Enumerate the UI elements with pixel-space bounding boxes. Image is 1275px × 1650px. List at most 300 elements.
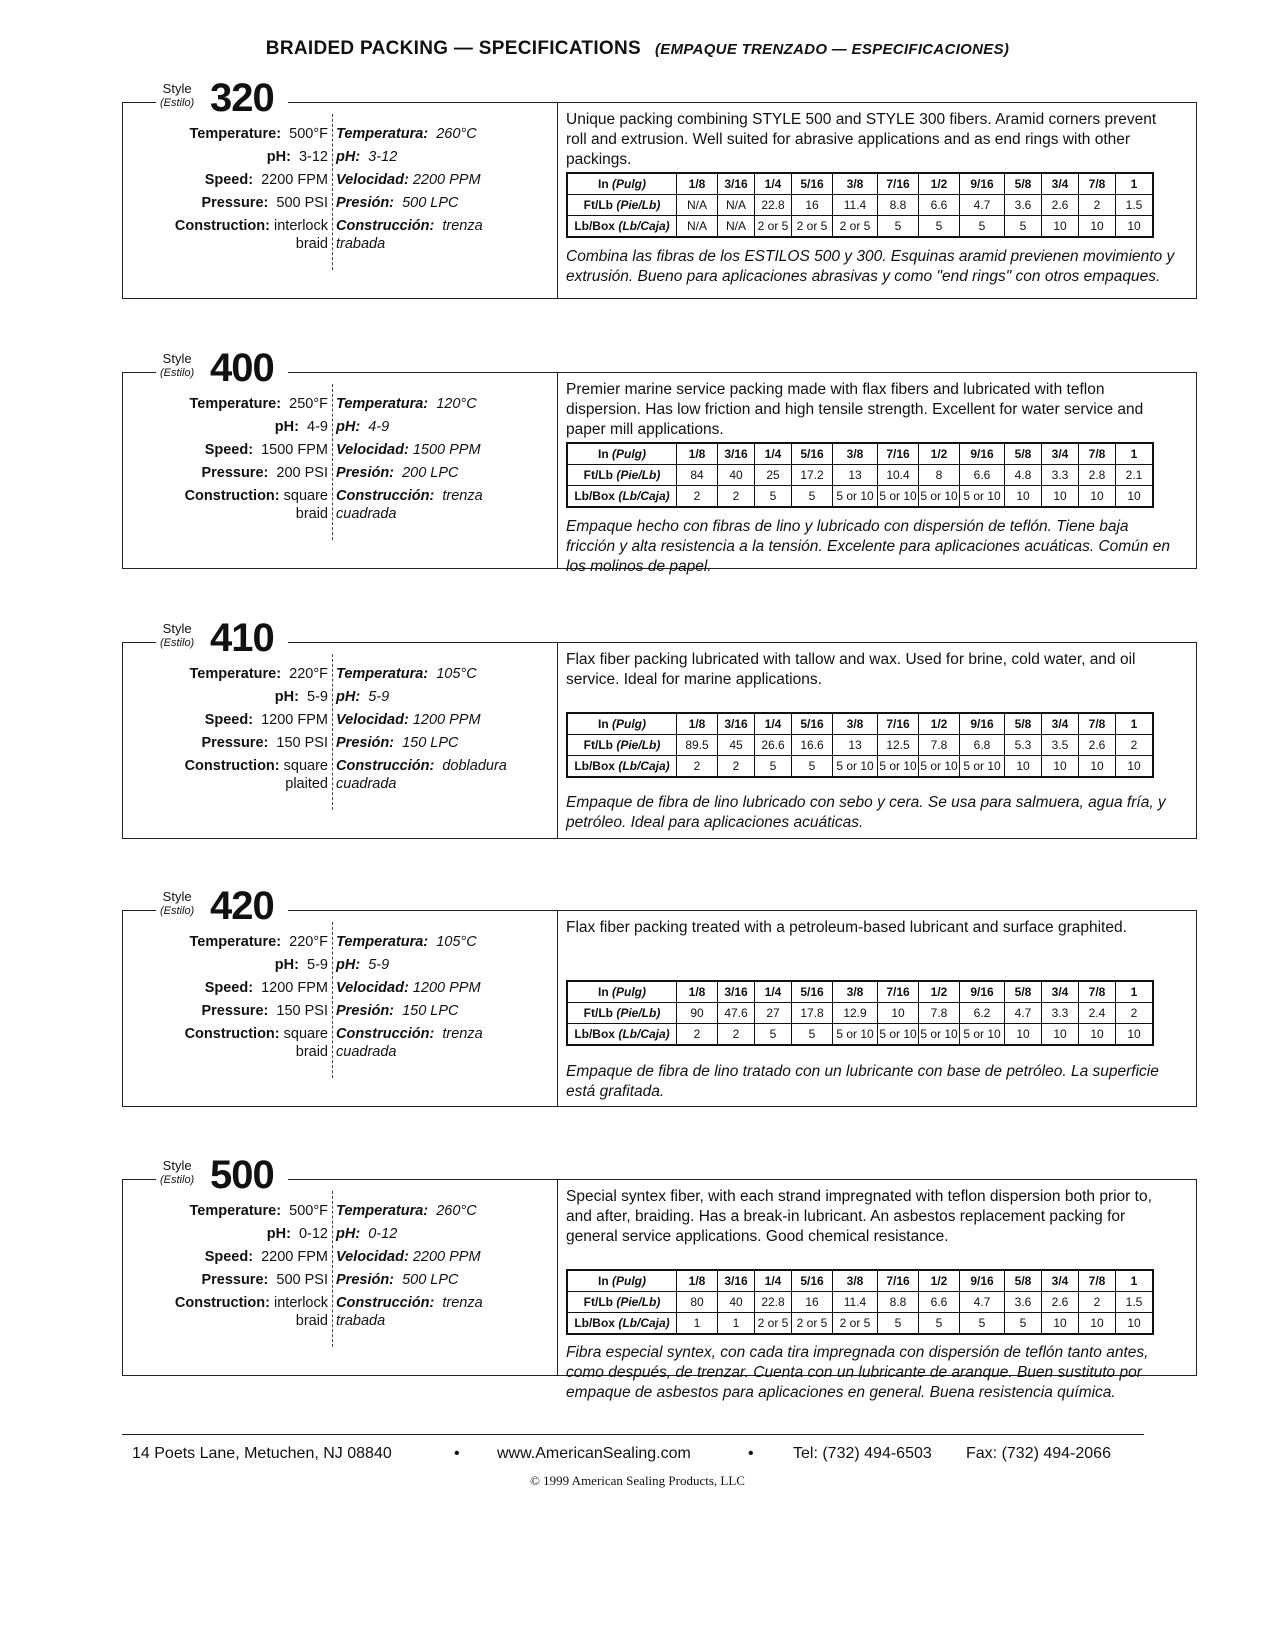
table-cell: 3/8 (833, 713, 878, 735)
table-cell: 2 (718, 756, 755, 778)
table-cell: 6.6 (919, 1292, 960, 1313)
table-cell: 5 or 10 (833, 756, 878, 778)
spec-speed (122, 442, 552, 465)
label: Temperature: (189, 396, 282, 412)
row-header (567, 1292, 677, 1313)
style-word-es: (Estilo) (160, 367, 195, 379)
table-cell: 3/4 (1042, 1270, 1079, 1292)
lbbox-row (567, 486, 1153, 508)
value: square (283, 758, 328, 774)
page-title (0, 38, 1275, 60)
style-label (160, 1159, 194, 1187)
table-cell: 1/4 (755, 173, 792, 195)
row-header (567, 713, 677, 735)
table-cell: 7/8 (1079, 173, 1116, 195)
label: pH: (336, 1226, 361, 1242)
row-label-es: (Lb/Caja) (618, 219, 670, 233)
value-line2: braid (295, 1044, 328, 1060)
label: Velocidad: (336, 712, 409, 728)
style-number: 410 (210, 616, 274, 660)
label: pH: (336, 149, 361, 165)
table-cell: 9/16 (960, 981, 1005, 1003)
table-cell: 1/2 (919, 173, 960, 195)
value-line2: trabada (336, 1313, 386, 1329)
spec-es (336, 666, 477, 682)
table-cell: 10 (1079, 1024, 1116, 1046)
label: Speed: (204, 442, 254, 458)
spec-en (189, 396, 328, 412)
table-cell: 5 or 10 (878, 756, 919, 778)
spec-en (189, 934, 328, 950)
spec-en (275, 419, 328, 435)
row-label-es: (Pie/Lb) (616, 468, 661, 482)
size-table (566, 172, 1154, 238)
table-cell: 5 (792, 1024, 833, 1046)
spec-en (267, 149, 328, 165)
description-spanish: Empaque de fibra de lino lubricado con sebo y cera. Se usa para salmuera, agua fría, y petróleo. Ideal para aplicaciones acuáticas. (566, 794, 1166, 831)
label: Construcción: (336, 1295, 435, 1311)
row-header (567, 216, 677, 238)
label: pH: (336, 957, 361, 973)
row-label: In (597, 177, 609, 191)
table-cell: 1 (677, 1313, 718, 1335)
table-cell: 2.1 (1116, 465, 1154, 486)
section-rule (288, 1179, 1197, 1180)
table-cell: 1/8 (677, 173, 718, 195)
row-label-es: (Pulg) (612, 447, 646, 461)
style-section (122, 346, 1197, 575)
spec-construction (122, 218, 552, 252)
style-label (160, 82, 194, 110)
lbbox-row (567, 756, 1153, 778)
table-cell: 3.3 (1042, 1003, 1079, 1024)
column-divider (557, 372, 558, 568)
label: Presión: (336, 735, 395, 751)
table-cell: 16.6 (792, 735, 833, 756)
style-header (158, 616, 288, 664)
table-cell: 11.4 (833, 1292, 878, 1313)
table-cell: 9/16 (960, 173, 1005, 195)
spec-en (201, 1003, 328, 1019)
table-cell: 10 (1116, 756, 1154, 778)
table-cell: 3/16 (718, 443, 755, 465)
spec-en (275, 957, 328, 973)
table-cell: 10 (1042, 1024, 1079, 1046)
description-english: Premier marine service packing made with flax fibers and lubricated with teflon dispersion. Has low friction and high tensile strength. Excellent for water service and paper mill applications. (566, 381, 1144, 438)
value-line2: cuadrada (336, 506, 397, 522)
row-header (567, 1313, 677, 1335)
spec-list (122, 396, 552, 522)
table-cell: 3.3 (1042, 465, 1079, 486)
spec-pressure (122, 1003, 552, 1026)
spec-pressure (122, 465, 552, 488)
size-table (566, 442, 1154, 508)
column-divider (557, 1179, 558, 1375)
spec-speed (122, 1249, 552, 1272)
spec-es (336, 465, 459, 481)
table-cell: 2 or 5 (792, 1313, 833, 1335)
table-cell: 5 (792, 756, 833, 778)
spec-en (185, 758, 328, 774)
table-cell: 7/16 (878, 1270, 919, 1292)
value: 5-9 (307, 689, 328, 705)
table-cell: 5 (919, 216, 960, 238)
value: square (283, 488, 328, 504)
table-cell: 4.7 (1005, 1003, 1042, 1024)
table-cell: 4.8 (1005, 465, 1042, 486)
table-cell: 2 (1079, 1292, 1116, 1313)
table-cell: 2 or 5 (755, 1313, 792, 1335)
table-cell: N/A (718, 195, 755, 216)
spec-es (336, 442, 481, 458)
table-cell: 5 or 10 (919, 1024, 960, 1046)
table-cell: 5 (755, 486, 792, 508)
value: 500 PSI (276, 1272, 328, 1288)
table-cell: 26.6 (755, 735, 792, 756)
ftlb-row (567, 735, 1153, 756)
spec-construction (122, 1026, 552, 1060)
table-cell: 3/8 (833, 443, 878, 465)
table-cell: 25 (755, 465, 792, 486)
value: 150 LPC (402, 735, 459, 751)
table-cell: 10 (1079, 756, 1116, 778)
row-label-es: (Pulg) (612, 1274, 646, 1288)
section-rule (288, 910, 1197, 911)
table-cell: 3/4 (1042, 713, 1079, 735)
label: Temperatura: (336, 666, 429, 682)
value: trenza (442, 1295, 483, 1311)
label: Construcción: (336, 758, 435, 774)
label: Construction: (174, 218, 270, 234)
row-label: Ft/Lb (583, 468, 613, 482)
table-cell: 5 (960, 1313, 1005, 1335)
table-cell: 9/16 (960, 713, 1005, 735)
label: Temperatura: (336, 396, 429, 412)
spec-en (189, 1203, 328, 1219)
spec-es (336, 396, 477, 412)
table-cell: 45 (718, 735, 755, 756)
description-english: Flax fiber packing treated with a petroleum-based lubricant and surface graphited. (566, 919, 1127, 936)
label: Velocidad: (336, 980, 409, 996)
row-label: In (597, 447, 609, 461)
table-cell: 22.8 (755, 195, 792, 216)
row-label-es: (Lb/Caja) (618, 1027, 670, 1041)
row-header (567, 195, 677, 216)
spec-ph (122, 957, 552, 980)
value: 150 LPC (402, 1003, 459, 1019)
spec-en (201, 195, 328, 211)
style-section (122, 76, 1197, 300)
spec-temperature (122, 126, 552, 149)
label: pH: (274, 957, 299, 973)
table-cell: 5/8 (1005, 1270, 1042, 1292)
spec-es (336, 1295, 483, 1311)
row-header (567, 1003, 677, 1024)
label: pH: (266, 1226, 291, 1242)
label: Pressure: (201, 465, 269, 481)
table-cell: 10 (1116, 216, 1154, 238)
style-word: Style (162, 1158, 192, 1173)
label: Pressure: (201, 195, 269, 211)
label: Velocidad: (336, 1249, 409, 1265)
size-row (567, 173, 1153, 195)
table-cell: 2 (1079, 195, 1116, 216)
row-label: Ft/Lb (583, 1295, 613, 1309)
row-label: In (597, 1274, 609, 1288)
row-header (567, 756, 677, 778)
footer-website: www.AmericanSealing.com (497, 1445, 691, 1462)
table-cell: 5 (1005, 216, 1042, 238)
label: Presión: (336, 195, 395, 211)
table-cell: 1/2 (919, 1270, 960, 1292)
table-cell: 2.4 (1079, 1003, 1116, 1024)
label: Temperatura: (336, 126, 429, 142)
table-cell: 3.6 (1005, 1292, 1042, 1313)
table-cell: 4.7 (960, 195, 1005, 216)
table-cell: 5 or 10 (878, 486, 919, 508)
table-cell: 1/8 (677, 981, 718, 1003)
table-cell: 27 (755, 1003, 792, 1024)
style-word-es: (Estilo) (160, 97, 195, 109)
table-cell: 13 (833, 465, 878, 486)
spec-pressure (122, 1272, 552, 1295)
ftlb-row (567, 195, 1153, 216)
table-cell: 10 (1116, 1313, 1154, 1335)
table-cell: 89.5 (677, 735, 718, 756)
table-cell: 5 (878, 216, 919, 238)
spec-es (336, 934, 477, 950)
spec-speed (122, 712, 552, 735)
table-cell: 1 (1116, 443, 1154, 465)
table-cell: 5/16 (792, 713, 833, 735)
table-cell: 11.4 (833, 195, 878, 216)
value: 2200 PPM (412, 1249, 481, 1265)
table-cell: 5 or 10 (960, 486, 1005, 508)
row-label: In (597, 717, 609, 731)
label: Construcción: (336, 488, 435, 504)
table-cell: 2 (1116, 735, 1154, 756)
table-cell: 1/4 (755, 981, 792, 1003)
table-cell: 5 or 10 (919, 486, 960, 508)
table-cell: 3.6 (1005, 195, 1042, 216)
label: Construction: (184, 758, 280, 774)
value: 3-12 (368, 149, 398, 165)
table-cell: 7/16 (878, 173, 919, 195)
row-label-es: (Pie/Lb) (616, 198, 661, 212)
table-cell: 2 (677, 1024, 718, 1046)
style-number: 400 (210, 346, 274, 390)
value: 1500 PPM (412, 442, 481, 458)
table-cell: 1/4 (755, 1270, 792, 1292)
style-word-es: (Estilo) (160, 637, 195, 649)
table-cell: 3/16 (718, 713, 755, 735)
spec-ph (122, 1226, 552, 1249)
row-label-es: (Pie/Lb) (616, 1295, 661, 1309)
label: pH: (336, 689, 361, 705)
table-cell: 5/8 (1005, 981, 1042, 1003)
spec-es (336, 419, 389, 435)
spec-ph (122, 689, 552, 712)
title-english: BRAIDED PACKING — SPECIFICATIONS (265, 38, 641, 59)
table-cell: 5/8 (1005, 713, 1042, 735)
spec-en (205, 442, 328, 458)
style-number: 500 (210, 1153, 274, 1197)
table-cell: 5 or 10 (878, 1024, 919, 1046)
spec-list (122, 934, 552, 1060)
value-line2: braid (295, 1313, 328, 1329)
table-cell: 10 (1116, 486, 1154, 508)
description-spanish: Fibra especial syntex, con cada tira impregnada con dispersión de teflón tanto antes, como después, de trenzar. Cuenta con un lubricante de aranque. Buen sustituto por empaque de asbestos para aplicaciones en general. Buena resistencia química. (566, 1344, 1149, 1401)
row-label: Lb/Box (574, 489, 615, 503)
footer-fax: Fax: (732) 494-2066 (966, 1445, 1111, 1462)
table-cell: 2 or 5 (792, 216, 833, 238)
table-cell: 6.8 (960, 735, 1005, 756)
table-cell: 2 or 5 (755, 216, 792, 238)
spec-es (336, 712, 481, 728)
value: 1200 FPM (261, 712, 328, 728)
table-cell: 2 or 5 (833, 1313, 878, 1335)
table-cell: N/A (718, 216, 755, 238)
label: Construcción: (336, 1026, 435, 1042)
table-cell: N/A (677, 195, 718, 216)
size-row (567, 1270, 1153, 1292)
spec-en (201, 735, 328, 751)
table-cell: 10 (1042, 486, 1079, 508)
size-row (567, 443, 1153, 465)
value-line2: plaited (285, 776, 328, 792)
spec-es (336, 758, 507, 774)
row-label: Lb/Box (574, 219, 615, 233)
table-cell: 1 (1116, 981, 1154, 1003)
table-cell: 10 (1005, 756, 1042, 778)
spec-pressure (122, 735, 552, 758)
value: trenza (442, 488, 483, 504)
value: 200 LPC (402, 465, 459, 481)
spec-list (122, 1203, 552, 1329)
row-label: Ft/Lb (583, 738, 613, 752)
value: 105°C (436, 666, 477, 682)
spec-es (336, 1003, 459, 1019)
table-cell: 3/16 (718, 981, 755, 1003)
section-rule (122, 910, 156, 911)
table-cell: 90 (677, 1003, 718, 1024)
column-divider (557, 910, 558, 1106)
spec-en (189, 666, 328, 682)
size-row (567, 981, 1153, 1003)
spec-es (336, 172, 481, 188)
value: 5-9 (307, 957, 328, 973)
label: Temperatura: (336, 1203, 429, 1219)
footer-phone: Tel: (732) 494-6503 (793, 1445, 932, 1462)
value-line2: trabada (336, 236, 386, 252)
value: 500 PSI (276, 195, 328, 211)
table-cell: 1/8 (677, 713, 718, 735)
table-cell: 3/4 (1042, 443, 1079, 465)
table-cell: 1.5 (1116, 195, 1154, 216)
style-word-es: (Estilo) (160, 905, 195, 917)
label: Pressure: (201, 1003, 269, 1019)
section-rule (122, 642, 156, 643)
row-label: Ft/Lb (583, 1006, 613, 1020)
table-cell: 3/16 (718, 173, 755, 195)
value: interlock (274, 218, 328, 234)
value: 260°C (436, 126, 477, 142)
value: 3-12 (298, 149, 328, 165)
row-label-es: (Pulg) (612, 717, 646, 731)
spec-en (205, 980, 328, 996)
table-cell: 9/16 (960, 1270, 1005, 1292)
description-spanish: Empaque de fibra de lino tratado con un lubricante con base de petróleo. La superficie está grafitada. (566, 1063, 1159, 1100)
table-cell: 6.6 (960, 465, 1005, 486)
table-cell: 2 or 5 (833, 216, 878, 238)
table-cell: 3/8 (833, 1270, 878, 1292)
row-label-es: (Pulg) (612, 177, 646, 191)
spec-es (336, 195, 459, 211)
spec-speed (122, 172, 552, 195)
table-cell: 5 (792, 486, 833, 508)
table-cell: 1 (1116, 1270, 1154, 1292)
row-header (567, 465, 677, 486)
table-cell: 1/2 (919, 981, 960, 1003)
value: 105°C (436, 934, 477, 950)
table-cell: 1 (718, 1313, 755, 1335)
table-cell: 3/8 (833, 981, 878, 1003)
table-cell: 2 (718, 486, 755, 508)
style-word: Style (162, 621, 192, 636)
table-cell: 10 (1079, 486, 1116, 508)
table-cell: 5/16 (792, 173, 833, 195)
table-cell: 8.8 (878, 1292, 919, 1313)
row-label: Lb/Box (574, 759, 615, 773)
label: Presión: (336, 1272, 395, 1288)
spec-ph (122, 149, 552, 172)
row-header (567, 1024, 677, 1046)
spec-es (336, 488, 483, 504)
table-cell: 1/4 (755, 713, 792, 735)
style-label (160, 352, 194, 380)
footer-bullet: • (748, 1445, 754, 1462)
value: trenza (442, 1026, 483, 1042)
spec-es (336, 1249, 481, 1265)
label: Presión: (336, 465, 395, 481)
spec-construction (122, 488, 552, 522)
table-cell: 10 (878, 1003, 919, 1024)
table-cell: 5 (919, 1313, 960, 1335)
spec-es (336, 126, 477, 142)
spec-construction (122, 758, 552, 792)
spec-es (336, 980, 481, 996)
title-spanish: (EMPAQUE TRENZADO — ESPECIFICACIONES) (655, 41, 1010, 58)
value: 200 PSI (276, 465, 328, 481)
label: Presión: (336, 1003, 395, 1019)
description-english: Unique packing combining STYLE 500 and STYLE 300 fibers. Aramid corners prevent roll and extrusion. Well suited for abrasive applications and as end rings with other packings. (566, 111, 1157, 168)
lbbox-row (567, 216, 1153, 238)
value-line2: cuadrada (336, 776, 397, 792)
label: Temperature: (189, 934, 282, 950)
label: pH: (274, 419, 299, 435)
table-cell: 3/4 (1042, 981, 1079, 1003)
table-cell: 5 or 10 (960, 1024, 1005, 1046)
spec-en (175, 1295, 328, 1311)
label: Construcción: (336, 218, 435, 234)
table-cell: 5/16 (792, 981, 833, 1003)
label: Temperature: (189, 126, 282, 142)
label: Speed: (204, 1249, 254, 1265)
spec-en (185, 1026, 328, 1042)
spec-es (336, 149, 397, 165)
table-cell: 5.3 (1005, 735, 1042, 756)
footer-address: 14 Poets Lane, Metuchen, NJ 08840 (132, 1445, 392, 1462)
